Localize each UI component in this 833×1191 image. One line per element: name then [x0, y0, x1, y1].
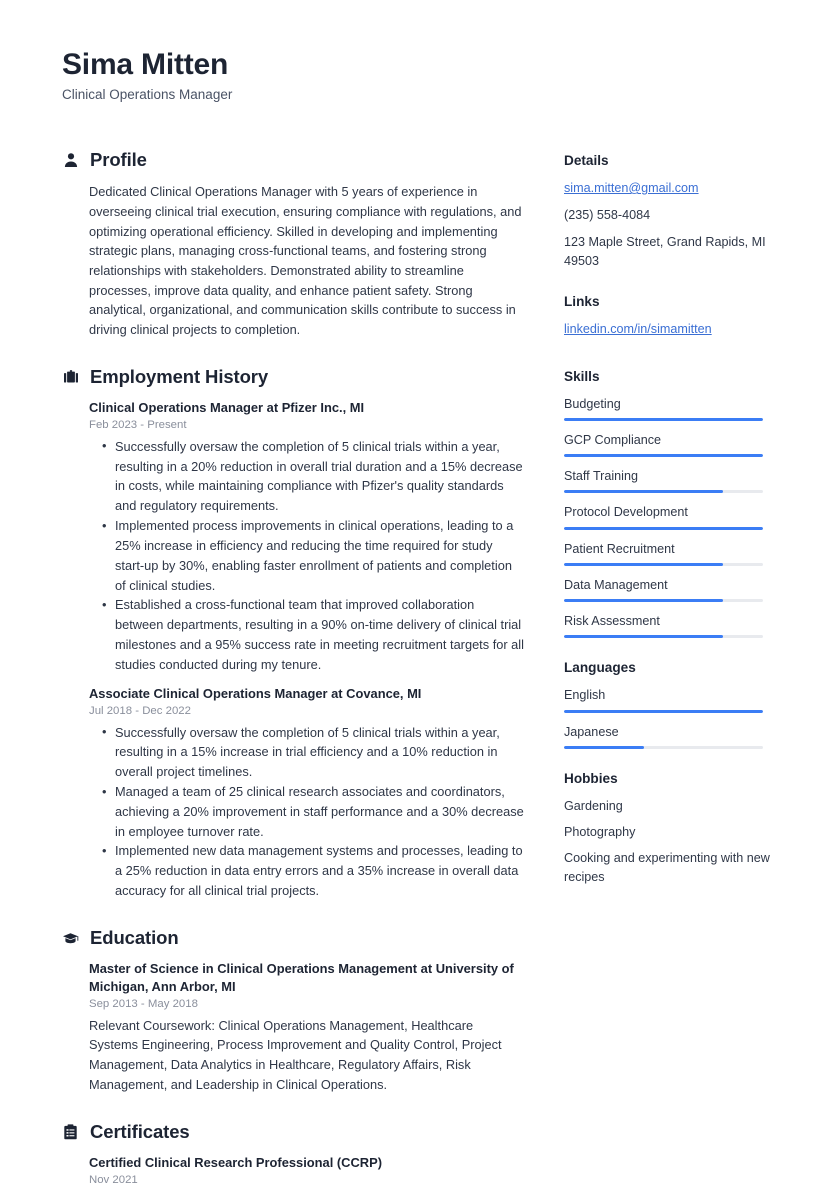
language-item [564, 723, 771, 749]
skill-item [564, 467, 771, 493]
employment-entry-date: Feb 2023 - Present [89, 418, 187, 431]
skill-rating-track [564, 563, 763, 566]
list-item: • Successfully oversaw the completion of 5 clinical trials within a year, resulting in a 20% reduction in overall trial duration and a 15% decrease in costs, while maintaining compliance with Pfizer's quality standards and regulatory requirements. [115, 437, 524, 516]
section-employment-body [62, 399, 524, 901]
skill-rating-track [564, 527, 763, 530]
sidebar-details-title: Details [564, 153, 609, 169]
resume-header [62, 48, 771, 103]
skill-rating-fill [564, 563, 723, 566]
candidate-name: Sima Mitten [62, 48, 229, 81]
education-entry-description: Relevant Coursework: Clinical Operations Management, Healthcare Systems Engineering, Process Improvement and Quality Control, Project Management, Data Analytics in Healthcare, Regulatory Affairs, Risk Management, and Leadership in Clinical Operations. [89, 1017, 502, 1092]
list-item: • Implemented process improvements in clinical operations, leading to a 25% increase in efficiency and reducing the time required for study start-up by 30%, enabling faster enrollment of patients and completion of clinical studies. [115, 516, 524, 595]
skill-rating-fill [564, 418, 763, 421]
sidebar-details [564, 153, 771, 272]
skill-label: Protocol Development [564, 505, 688, 520]
list-item: • Established a cross-functional team that improved collaboration between departments, resulting in a 90% on-time delivery of clinical trial milestones and a 95% success rate in meeting recruitment targets for all studies conducted during my tenure. [115, 595, 524, 674]
list-item: • Managed a team of 25 clinical research associates and coordinators, achieving a 20% improvement in staff performance and a 30% decrease in employee turnover rate. [115, 782, 524, 841]
language-rating-track [564, 710, 763, 713]
list-item: • Successfully oversaw the completion of 5 clinical trials within a year, resulting in a 15% increase in trial efficiency and a 10% reduction in overall project timelines. [115, 723, 524, 782]
section-education-title: Education [90, 926, 179, 948]
phone-number: (235) 558-4084 [564, 208, 651, 223]
sidebar-skills-title: Skills [564, 368, 600, 384]
sidebar-languages [564, 660, 771, 748]
clipboard-icon [62, 1123, 79, 1140]
section-profile-body [62, 182, 524, 340]
section-education-header [62, 927, 524, 949]
email-link[interactable]: sima.mitten@gmail.com [564, 181, 699, 196]
graduation-cap-icon [62, 930, 79, 947]
sidebar-hobbies-title: Hobbies [564, 770, 618, 786]
section-education-body [62, 960, 524, 1094]
skill-rating-fill [564, 599, 723, 602]
language-label: Japanese [564, 724, 619, 739]
sidebar-links [564, 294, 771, 347]
certificate-entry-title: Certified Clinical Research Professional (CCRP) [89, 1154, 382, 1170]
certificate-entry-date: Nov 2021 [89, 1173, 138, 1186]
sidebar-column [564, 149, 771, 909]
sidebar-skills [564, 369, 771, 639]
linkedin-link[interactable]: linkedin.com/in/simamitten [564, 321, 712, 336]
skill-rating-fill [564, 490, 723, 493]
language-label: English [564, 688, 606, 703]
postal-address: 123 Maple Street, Grand Rapids, MI 49503 [564, 235, 766, 269]
profile-text: Dedicated Clinical Operations Manager with 5 years of experience in overseeing clinical trial execution, ensuring compliance with regulations, and optimizing operational efficiency. Skilled in developing and implementing strategic plans, managing cross-functional teams, and fostering strong relationships with stakeholders. Demonstrated ability to streamline processes, improve data quality, and enhance patient safety. Strong analytical, organizational, and communication skills contribute to success in driving clinical projects to completion. [89, 184, 522, 338]
language-rating-fill [564, 710, 763, 713]
section-education [62, 927, 524, 1095]
sidebar-languages-title: Languages [564, 660, 636, 676]
skill-rating-track [564, 454, 763, 457]
section-certificates-header [62, 1121, 524, 1143]
skill-rating-fill [564, 454, 763, 457]
skill-rating-track [564, 599, 763, 602]
certificate-entry [89, 1154, 524, 1189]
employment-entry-bullets [89, 437, 524, 675]
skill-label: Data Management [564, 577, 668, 592]
section-certificates-title: Certificates [90, 1120, 190, 1142]
skill-rating-fill [564, 527, 763, 530]
section-employment [62, 366, 524, 901]
skill-rating-track [564, 635, 763, 638]
skill-item [564, 576, 771, 602]
education-entry-title: Master of Science in Clinical Operations Management at University of Michigan, Ann Arbor, MI [89, 961, 514, 994]
sidebar-links-title: Links [564, 293, 600, 309]
hobby-item: Cooking and experimenting with new recipes [564, 851, 770, 885]
skill-label: Staff Training [564, 469, 638, 484]
employment-entry-date: Jul 2018 - Dec 2022 [89, 704, 191, 717]
skill-item [564, 431, 771, 457]
briefcase-icon [62, 368, 79, 385]
hobby-item: Photography [564, 825, 636, 840]
section-profile-header [62, 149, 524, 171]
language-rating-track [564, 746, 763, 749]
education-entry [89, 960, 524, 1094]
main-column [62, 149, 524, 1191]
section-employment-title: Employment History [90, 365, 269, 387]
skill-rating-track [564, 490, 763, 493]
skill-label: Patient Recruitment [564, 541, 675, 556]
skill-item [564, 540, 771, 566]
person-icon [62, 152, 79, 169]
candidate-job-title: Clinical Operations Manager [62, 86, 233, 102]
section-certificates-body [62, 1154, 524, 1189]
skill-label: Budgeting [564, 396, 621, 411]
section-profile [62, 149, 524, 340]
employment-entry-title: Clinical Operations Manager at Pfizer Inc., MI [89, 400, 365, 416]
skill-item [564, 395, 771, 421]
skill-rating-track [564, 418, 763, 421]
list-item: • Implemented new data management systems and processes, leading to a 25% reduction in data entry errors and a 35% increase in overall data accuracy for all clinical trial projects. [115, 841, 524, 900]
skill-label: GCP Compliance [564, 432, 662, 447]
skill-label: Risk Assessment [564, 614, 660, 629]
employment-entry [89, 399, 524, 675]
resume-columns [62, 149, 771, 1191]
language-rating-fill [564, 746, 644, 749]
skill-item [564, 612, 771, 638]
section-employment-header [62, 366, 524, 388]
skill-rating-fill [564, 635, 723, 638]
employment-entry-title: Associate Clinical Operations Manager at Covance, MI [89, 685, 422, 701]
language-item [564, 686, 771, 712]
skill-item [564, 503, 771, 529]
section-profile-title: Profile [90, 149, 147, 171]
hobby-item: Gardening [564, 798, 623, 813]
sidebar-hobbies [564, 771, 771, 888]
education-entry-date: Sep 2013 - May 2018 [89, 997, 198, 1010]
section-certificates [62, 1121, 524, 1189]
employment-entry [89, 685, 524, 901]
employment-entry-bullets [89, 723, 524, 901]
